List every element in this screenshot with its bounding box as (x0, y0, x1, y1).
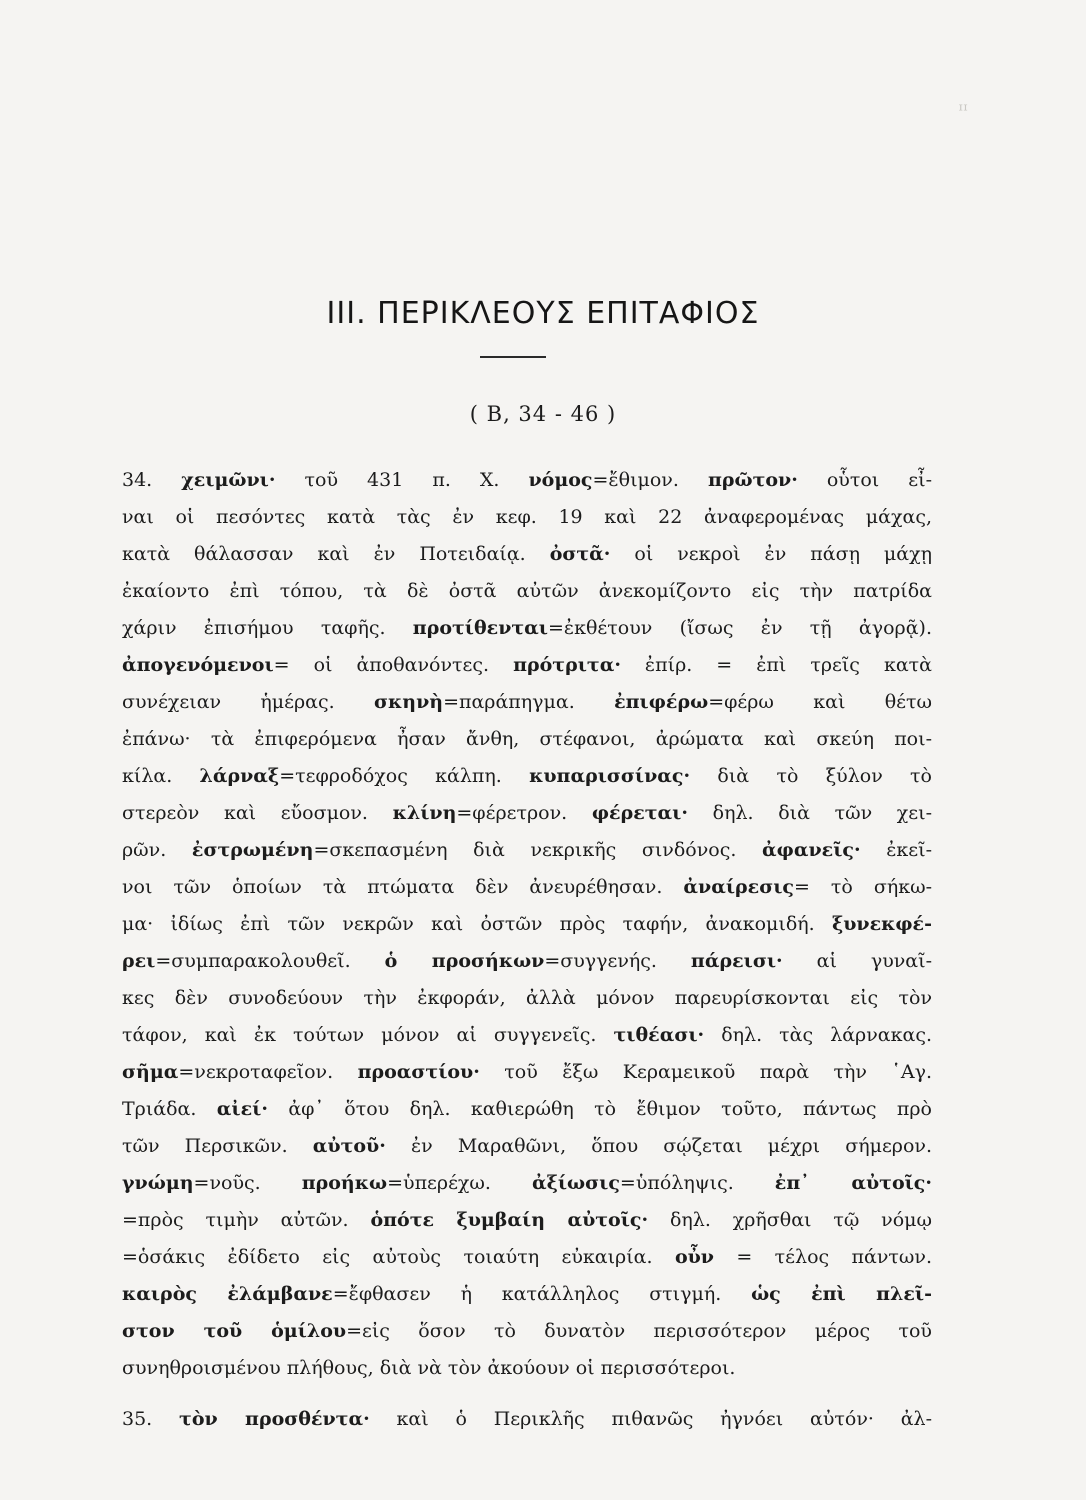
gloss-text: =τεφροδόχος κάλπη. (279, 765, 530, 787)
lemma-term: ὁ προσήκων (384, 950, 545, 972)
lemma-term: φέρεται· (591, 802, 688, 824)
lemma-term: ἐπιφέρω (614, 691, 709, 713)
lemma-term: τιθέασι· (613, 1024, 705, 1046)
gloss-text: =νοῦς. (193, 1172, 302, 1194)
lemma-term: κυπαρισσίνας· (529, 765, 691, 787)
gloss-text: χάριν ἐπισήμου ταφῆς. (122, 617, 413, 639)
gloss-text: = τὸ σήκω- (793, 876, 932, 898)
text-line (122, 1401, 932, 1438)
text-line (122, 1017, 932, 1054)
lemma-term: καιρὸς ἐλάμβανε (122, 1283, 333, 1305)
text-line (122, 906, 932, 943)
gloss-text: στερεὸν καὶ εὔοσμον. (122, 802, 393, 824)
gloss-text: συνέχειαν ἡμέρας. (122, 691, 374, 713)
gloss-text: οὗτοι εἶ- (797, 469, 932, 491)
text-line (122, 684, 932, 721)
commentary-text (122, 462, 932, 1438)
gloss-text: =φέρω καὶ θέτω (708, 691, 932, 713)
lemma-term: σῆμα (122, 1061, 179, 1083)
gloss-text: οἱ νεκροὶ ἐν πάσῃ μάχῃ (610, 543, 932, 565)
gloss-text: τοῦ ἔξω Κεραμεικοῦ παρὰ τὴν ῾Αγ. (479, 1061, 932, 1083)
gloss-text: τῶν Περσικῶν. (122, 1135, 313, 1157)
lemma-term: χειμῶνι· (181, 469, 276, 491)
lemma-term: αὐτοῦ· (312, 1135, 386, 1157)
lemma-term: προτίθενται (412, 617, 548, 639)
text-line (122, 647, 932, 684)
gloss-text: = οἱ ἀποθανόντες. (273, 654, 514, 676)
text-line (122, 721, 932, 758)
gloss-text: ἐκεῖ- (860, 839, 932, 861)
chapter-reference: ( Β, 34 - 46 ) (469, 402, 617, 426)
lemma-term: γνώμη (122, 1172, 194, 1194)
text-line (122, 1091, 932, 1128)
gloss-text: =εἰς ὅσον τὸ δυνατὸν περισσότερον μέρος τοῦ (346, 1320, 932, 1342)
lemma-term: αἰεί· (216, 1098, 268, 1120)
lemma-term: ἐστρωμένη (191, 839, 314, 861)
gloss-text: κατὰ θάλασσαν καὶ ἐν Ποτειδαίᾳ. (122, 543, 550, 565)
lemma-term: τὸν προσθέντα· (179, 1408, 370, 1430)
text-line (122, 1165, 932, 1202)
gloss-text: 35. (122, 1408, 180, 1430)
gloss-text: = τέλος πάντων. (713, 1246, 932, 1268)
gloss-text: τάφον, καὶ ἐκ τούτων μόνον αἱ συγγενεῖς. (122, 1024, 614, 1046)
gloss-text: =παράπηγμα. (443, 691, 615, 713)
title-underline (480, 356, 546, 358)
lemma-term: ὀστᾶ· (549, 543, 611, 565)
gloss-text: Τριάδα. (122, 1098, 217, 1120)
text-line (122, 536, 932, 573)
text-line (122, 1128, 932, 1165)
lemma-term: στον τοῦ ὁμίλου (122, 1320, 347, 1342)
gloss-text: =ὁσάκις ἐδίδετο εἰς αὐτοὺς τοιαύτη εὐκαιρία. (122, 1246, 675, 1268)
lemma-term: πάρεισι· (690, 950, 783, 972)
text-line (122, 758, 932, 795)
gloss-text: ἐκαίοντο ἐπὶ τόπου, τὰ δὲ ὀστᾶ αὐτῶν ἀνεκομίζοντο εἰς τὴν πατρίδα (122, 580, 932, 602)
gloss-text: δηλ. διὰ τῶν χει- (688, 802, 932, 824)
gloss-text: νοι τῶν ὁποίων τὰ πτώματα δὲν ἀνευρέθησαν. (122, 876, 684, 898)
gloss-text: ναι οἱ πεσόντες κατὰ τὰς ἐν κεφ. 19 καὶ 22 ἀναφερομένας μάχας, (122, 506, 932, 528)
gloss-text: συνηθροισμένου πλήθους, διὰ νὰ τὸν ἀκούουν οἱ περισσότεροι. (122, 1357, 736, 1379)
text-line (122, 573, 932, 610)
gloss-text: κες δὲν συνοδεύουν τὴν ἐκφοράν, ἀλλὰ μόνον παρευρίσκονται εἰς τὸν (122, 987, 932, 1009)
lemma-term: προαστίου· (357, 1061, 480, 1083)
lemma-term: νόμος (528, 469, 593, 491)
text-line (122, 1276, 932, 1313)
lemma-term: πρότριτα· (513, 654, 621, 676)
gloss-text: =ἐκθέτουν (ἴσως ἐν τῇ ἀγορᾷ). (548, 617, 932, 639)
gloss-text: δηλ. χρῆσθαι τῷ νόμῳ (648, 1209, 932, 1231)
lemma-term: πρῶτον· (707, 469, 798, 491)
gloss-text: =ὑπερέχω. (387, 1172, 532, 1194)
gloss-text: καὶ ὁ Περικλῆς πιθανῶς ἠγνόει αὐτόν· ἀλ- (369, 1408, 932, 1430)
gloss-text: =σκεπασμένη διὰ νεκρικῆς σινδόνος. (313, 839, 763, 861)
gloss-text: διὰ τὸ ξύλον τὸ (690, 765, 932, 787)
text-line (122, 869, 932, 906)
lemma-term: ξυνεκφέ- (831, 913, 932, 935)
gloss-text: ρῶν. (122, 839, 192, 861)
text-line (122, 832, 932, 869)
text-line (122, 795, 932, 832)
text-line (122, 1239, 932, 1276)
gloss-text: =πρὸς τιμὴν αὐτῶν. (122, 1209, 371, 1231)
page-number-bleed-through: ᶦᶦ (958, 98, 968, 122)
text-line (122, 1054, 932, 1091)
lemma-term: ὁπότε ξυμβαίη αὐτοῖς· (370, 1209, 649, 1231)
lemma-term: ἐπ᾿ αὐτοῖς· (774, 1172, 932, 1194)
text-line (122, 499, 932, 536)
lemma-term: ὡς ἐπὶ πλεῖ- (751, 1283, 932, 1305)
text-line (122, 1350, 932, 1387)
lemma-term: ρει (122, 950, 156, 972)
lemma-term: ἀπογενόμενοι (122, 654, 274, 676)
text-line (122, 462, 932, 499)
lemma-term: προήκω (301, 1172, 388, 1194)
gloss-text: ἀφ᾿ ὅτου δηλ. καθιερώθη τὸ ἔθιμον τοῦτο, πάντως πρὸ (267, 1098, 932, 1120)
lemma-term: οὖν (674, 1246, 714, 1268)
gloss-text: ἐν Μαραθῶνι, ὅπου σῴζεται μέχρι σήμερον. (385, 1135, 932, 1157)
gloss-text: 34. (122, 469, 182, 491)
text-line (122, 943, 932, 980)
lemma-term: σκηνὴ (374, 691, 444, 713)
lemma-term: κλίνη (392, 802, 457, 824)
chapter-title: III. ΠΕΡΙΚΛΕΟΥΣ ΕΠΙΤΑΦΙΟΣ (326, 296, 760, 331)
gloss-text: =συγγενής. (544, 950, 691, 972)
gloss-text: =νεκροταφεῖον. (178, 1061, 358, 1083)
gloss-text: =ὑπόληψις. (619, 1172, 775, 1194)
lemma-term: ἀφανεῖς· (762, 839, 861, 861)
gloss-text: =συμπαρακολουθεῖ. (155, 950, 385, 972)
gloss-text: αἱ γυναῖ- (782, 950, 932, 972)
gloss-text: μα· ἰδίως ἐπὶ τῶν νεκρῶν καὶ ὀστῶν πρὸς ταφήν, ἀνακομιδή. (122, 913, 832, 935)
text-line (122, 610, 932, 647)
gloss-text: κίλα. (122, 765, 200, 787)
text-line (122, 980, 932, 1017)
gloss-text: ἐπίρ. = ἐπὶ τρεῖς κατὰ (620, 654, 932, 676)
gloss-text: δηλ. τὰς λάρνακας. (704, 1024, 932, 1046)
gloss-text: =ἔθιμον. (592, 469, 708, 491)
gloss-text: ἐπάνω· τὰ ἐπιφερόμενα ἦσαν ἄνθη, στέφανοι, ἀρώματα καὶ σκεύη ποι- (122, 728, 932, 750)
text-line (122, 1313, 932, 1350)
text-line (122, 1202, 932, 1239)
gloss-text: τοῦ 431 π. Χ. (275, 469, 529, 491)
lemma-term: ἀξίωσις (531, 1172, 620, 1194)
lemma-term: λάρναξ (199, 765, 280, 787)
gloss-text: =φέρετρον. (456, 802, 592, 824)
gloss-text: =ἔφθασεν ἡ κατάλληλος στιγμή. (332, 1283, 752, 1305)
lemma-term: ἀναίρεσις (683, 876, 794, 898)
